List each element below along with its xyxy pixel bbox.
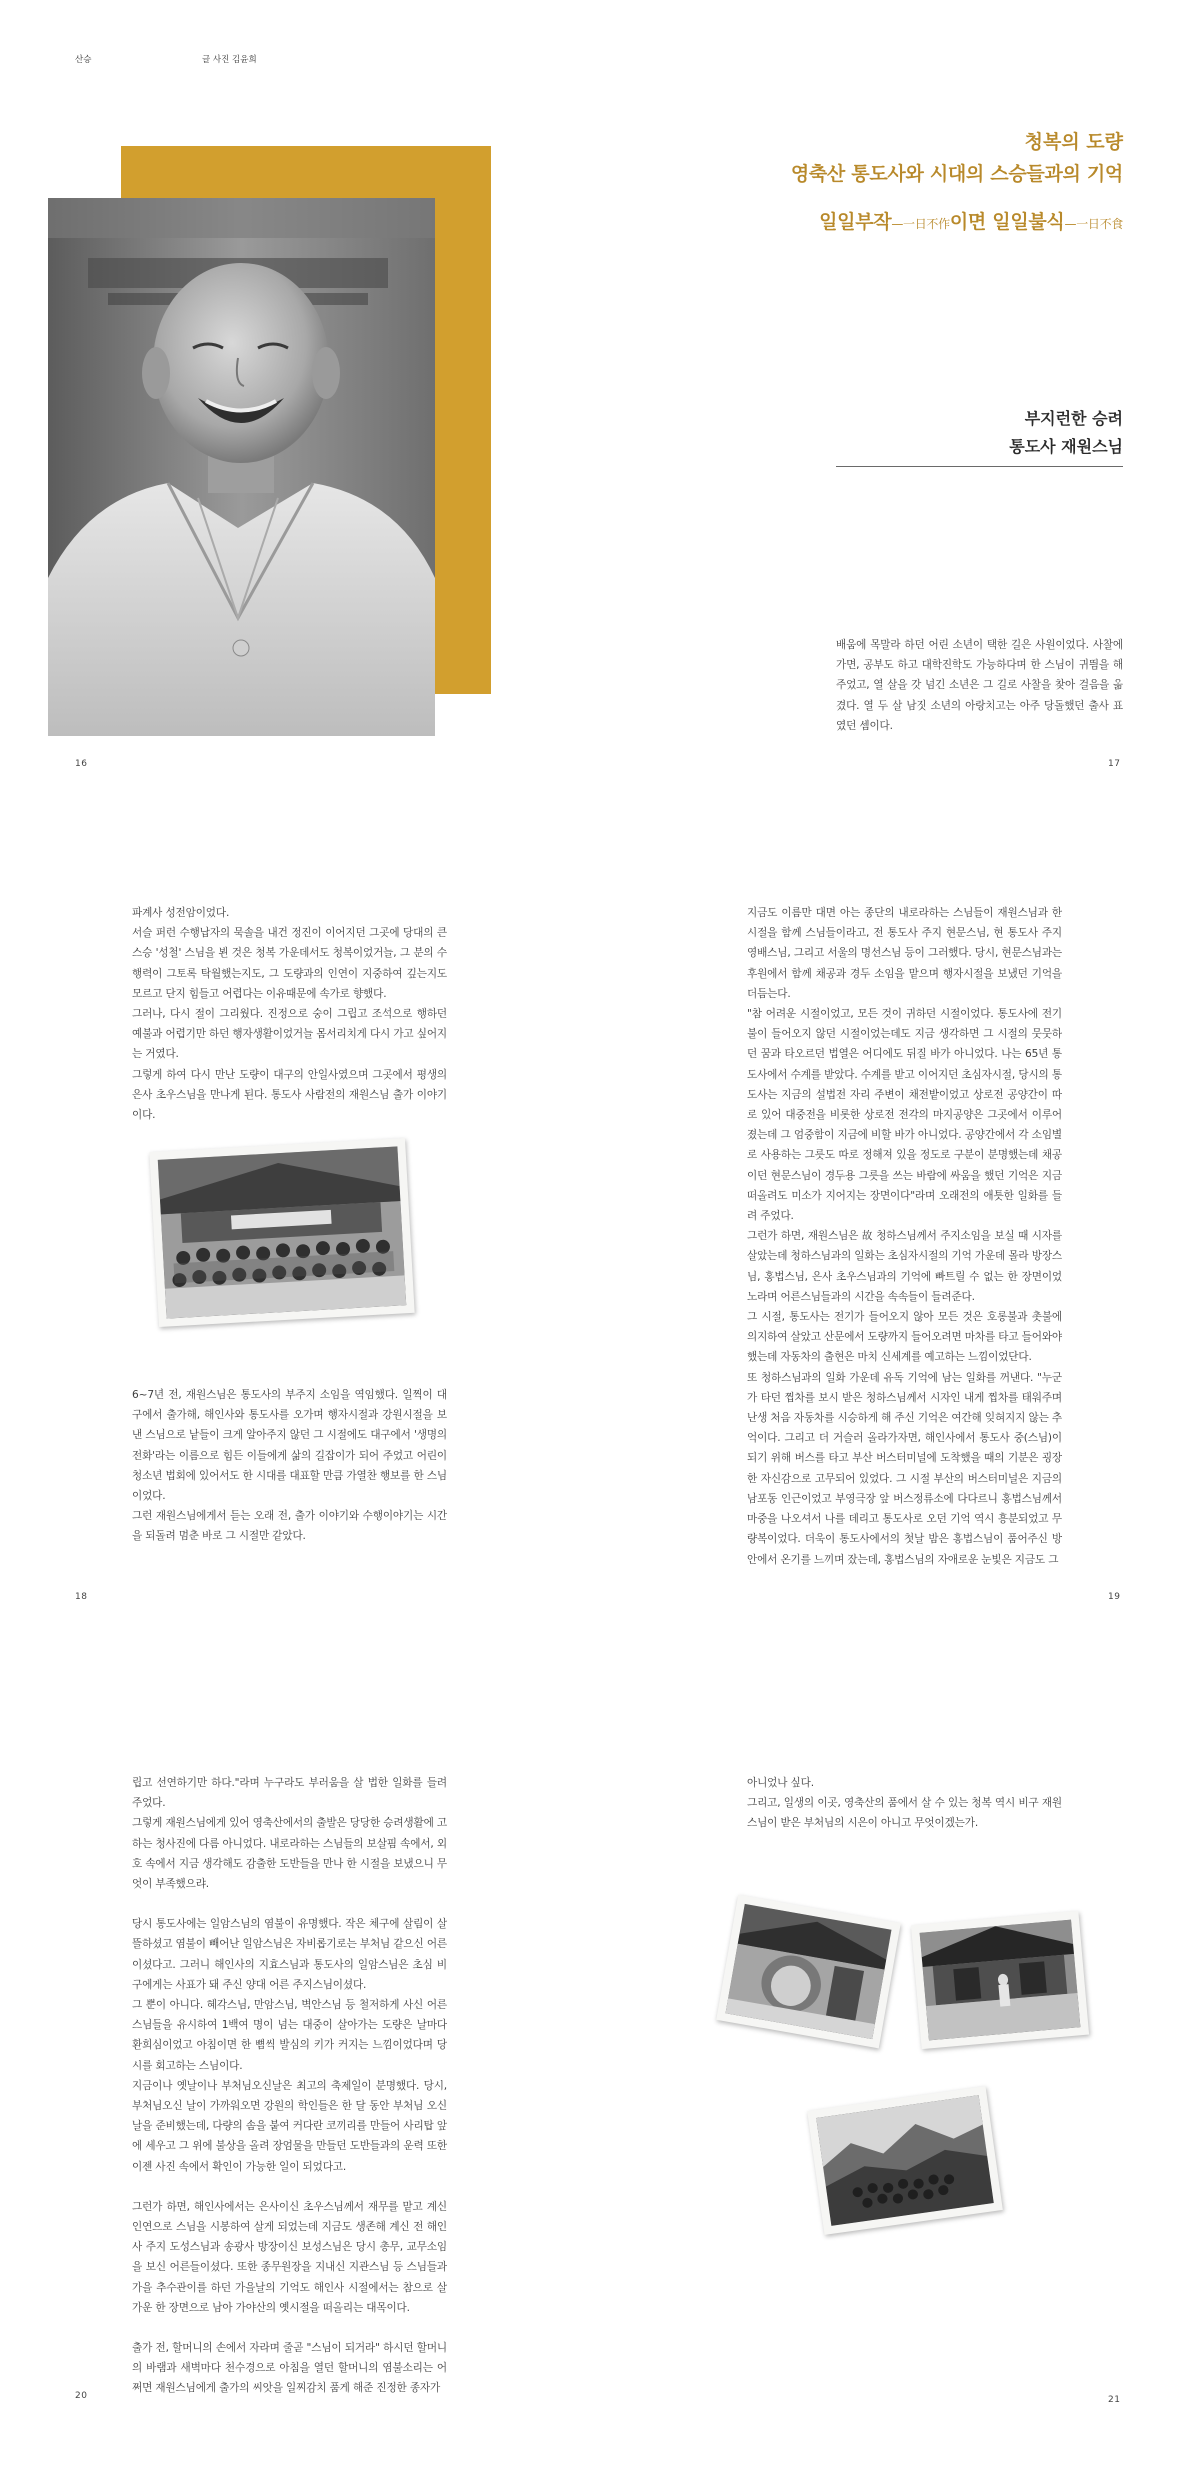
subhead-divider [836, 466, 1123, 467]
monk-photo [911, 1911, 1089, 2049]
paragraph: 그 시절, 통도사는 전기가 들어오지 않아 모든 것은 호롱불과 촛불에 의지하여 살았고 산문에서 도량까지 들어오려면 마차를 타고 들어와야 했는데 자동차의 출현은 마치 신세계를 예고하는 느낌이었단다. [747, 1311, 1062, 1364]
title-line-2: 영축산 통도사와 시대의 스승들과의 기억 [790, 163, 1123, 185]
title-line-3: 일일부작—一日不作이면 일일불식—一日不食 [819, 211, 1123, 233]
paragraph: 립고 선연하기만 하다."라며 누구라도 부러움을 살 법한 일화를 들려주었다. [132, 1777, 447, 1810]
portrait-photo [48, 198, 435, 736]
group-photo [149, 1138, 414, 1327]
paragraph: 지금이나 옛날이나 부처님오신날은 최고의 축제일이 분명했다. 당시, 부처님오신 날이 가까워오면 강원의 학인들은 한 달 동안 부처님 오신날을 준비했는데, 다량의 솜을 붙여 커다란 코끼리를 만들어 사리탑 앞에 세우고 그 위에 불상을 올려 장엄물을 만들던 도반들과의 운력 또한 이젠 사진 속에서 확인이 가능한 일이 되었다고. [132, 2079, 447, 2173]
page-number-19: 19 [1108, 1592, 1121, 1602]
paragraph: 서슬 퍼런 수행납자의 묵솔을 내건 정진이 이어지던 그곳에 당대의 큰 스승 '성철' 스님을 뵌 것은 청복 가운데서도 청복이었거늘, 그 분의 수행력이 그토록 탁월했는지도, 그 도량과의 인연이 지중하여 깊는지도 모르고 단지 힘들고 어렵다는 이유때문에 속가로 향했다. [132, 927, 447, 1000]
running-header-credit: 글 사진 김윤희 [202, 55, 257, 65]
paragraph: 당시 통도사에는 일암스님의 염불이 유명했다. 작은 체구에 살림이 살뜰하셨고 염불이 빼어난 일암스님은 자비롭기로는 부처님 같으신 어른이셨다고. 그러니 해인사의 지효스님과 통도사의 일암스님은 초심 비구에게는 사표가 돼 주신 양대 어른 주지스님이셨다. [132, 1918, 447, 1991]
spread-pages-20-21 [0, 1633, 1200, 2466]
page-number-16: 16 [75, 759, 88, 769]
subhead-line-2: 통도사 재원스님 [1009, 437, 1123, 456]
running-header-section: 산승 [75, 55, 92, 65]
page21-body-text [747, 1773, 1062, 1834]
page18-body-text-bottom [132, 1385, 447, 1547]
paragraph: 그렇게 재원스님에게 있어 영축산에서의 출발은 당당한 승려생활에 고하는 청사진에 다름 아니었다. 내로라하는 스님들의 보살핌 속에서, 외호 속에서 지금 생각해도 감출한 도반들을 만나 한 시절을 보냈으니 무엇이 부족했으랴. [132, 1817, 447, 1891]
paragraph: "참 어려운 시절이었고, 모든 것이 귀하던 시절이었다. 통도사에 전기불이 들어오지 않던 시절이었는데도 지금 생각하면 그 시절의 뭇뭇하던 꿈과 타오르던 법열은 어디에도 뒤질 바가 아니었다. 나는 65년 통도사에서 수계를 받았다. 수계를 받고 이어지던 초심자시절, 당시의 통도사는 지금의 설법전 자리 주변이 채전밭이었고 상로전 공양간이 따로 있어 대중전을 비롯한 상로전 전각의 마지공양은 그곳에서 이루어졌는데 그 엄중함이 지금에 비할 바가 아니었다. 공양간에서 각 소임별로 사용하는 그릇도 따로 정해져 있을 정도로 구분이 분명했는데 채공이던 현문스님이 경두용 그릇을 쓰는 바람에 싸움을 했던 기억은 지금 떠올려도 미소가 지어지는 장면이다"라며 오래전의 애틋한 일화를 들려 주었다. [747, 1008, 1062, 1223]
page17-body-text [836, 635, 1123, 736]
page-number-17: 17 [1108, 759, 1121, 769]
paragraph: 배움에 목말라 하던 어린 소년이 택한 길은 사원이었다. 사찰에 가면, 공부도 하고 대학진학도 가능하다며 한 스님이 귀띔을 해 주었고, 열 살을 갓 넘긴 소년은 그 길로 사찰을 찾아 걸음을 옮겼다. 열 두 살 남짓 소년의 아랑치고는 아주 당돌했던 출사 표였던 셈이다. [836, 639, 1123, 732]
title-line-1: 청복의 도량 [1024, 131, 1123, 153]
paragraph: 그렇게 하여 다시 만난 도량이 대구의 안일사였으며 그곳에서 평생의 은사 초우스님을 만나게 된다. 통도사 사람전의 재원스님 출가 이야기 이다. [132, 1068, 447, 1122]
page18-body-text-top [132, 903, 447, 1125]
paragraph: 출가 전, 할머니의 손에서 자라며 줄곧 "스님이 되거라" 하시던 할머니의 바램과 새벽마다 천수경으로 아침을 열던 할머니의 염불소리는 어쩌면 재원스님에게 출가의 씨앗을 일찌감치 품게 해준 진정한 종자가 [132, 2342, 447, 2395]
page20-body-text [132, 1773, 447, 2399]
paragraph: 그 뿐이 아니다. 혜각스님, 만암스님, 벽안스님 등 철저하게 사신 어른스님들을 유시하여 1백여 명이 넘는 대중이 살아가는 도량은 날마다 환희심이었고 아침이면 한 뼘씩 발심의 키가 커지는 느낌이었다며 당시를 회고하는 스님이다. [132, 1999, 447, 2072]
page-number-20: 20 [75, 2391, 88, 2401]
article-title [791, 126, 1123, 239]
title-line-3-hanja-2: 一日不食 [1076, 217, 1123, 231]
section-subhead [1009, 405, 1123, 461]
paragraph: 지금도 이름만 대면 아는 종단의 내로라하는 스님들이 재원스님과 한 시절을 함께 스님들이라고, 전 통도사 주지 현문스님, 현 통도사 주지 영배스님, 그리고 서울의 명선스님 등이 그러했다. 당시, 현문스님과는 후원에서 함께 채공과 경두 소임을 맡으며 행자시절을 보냈던 기억을 더듬는다. [747, 907, 1062, 1000]
paragraph: 6~7년 전, 재원스님은 통도사의 부주지 소임을 역임했다. 일찍이 대구에서 출가해, 해인사와 통도사를 오가며 행자시절과 강원시절을 보낸 스님으로 낱들이 크게 알아주지 않던 그 시절에도 대구에서 '생명의 전화'라는 이름으로 힘든 이들에게 삶의 길잡이가 되어 주었고 어린이 청소년 법회에 있어서도 한 시대를 대표할 만큼 가열찬 행보를 한 스님이었다. [132, 1389, 447, 1503]
title-line-3-part-1: 일일부작 [819, 211, 892, 233]
spread-pages-18-19 [0, 800, 1200, 1633]
paragraph: 그러나, 다시 절이 그리웠다. 진정으로 숭이 그립고 조석으로 행하던 예불과 어렵기만 하던 행자생활이었거늘 몸서리치게 다시 가고 싶어지는 거였다. [132, 1008, 447, 1061]
paragraph: 또 청하스님과의 일화 가운데 유독 기억에 남는 일화를 꺼낸다. "누군가 타던 찝차를 보시 받은 청하스님께서 시자인 내게 찝차를 태워주며 난생 처음 자동차를 시승하게 해 주신 기억은 여간해 잊혀지지 않는 추억이다. 그리고 더 거슬러 올라가자면, 해인사에서 통도사 중(스님)이 되기 위해 버스를 타고 부산 버스터미널에 도착했을 때의 기분은 굉장한 자신감으로 고무되어 있었다. 그 시절 부산의 버스터미널은 지금의 남포동 인근이었고 부영극장 앞 버스정류소에 다다르니 홍법스님께서 마중을 나오셔서 나를 데리고 통도사로 오던 기억 역시 흥분되었고 무량복이었다. 더욱이 통도사에서의 첫날 밤은 홍법스님이 품어주신 방안에서 온기를 느끼며 잤는데, 홍법스님의 자애로운 눈빛은 지금도 그 [747, 1371, 1062, 1566]
temple-photo [716, 1895, 901, 2049]
subhead-line-1: 부지런한 승려 [1024, 409, 1123, 428]
landscape-photo [807, 2086, 1003, 2235]
paragraph: 파계사 성전암이었다. [132, 907, 230, 919]
page-number-21: 21 [1108, 2395, 1121, 2405]
spread-pages-16-17 [0, 0, 1200, 800]
page19-body-text [747, 903, 1062, 1570]
paragraph: 그리고, 일생의 이곳, 영축산의 품에서 살 수 있는 청복 역시 비구 재원스님이 받은 부처님의 시은이 아니고 무엇이겠는가. [747, 1797, 1062, 1830]
paragraph: 그런가 하면, 해인사에서는 은사이신 초우스님께서 재무를 맡고 계신 인연으로 스님을 시봉하여 살게 되었는데 지금도 생존해 계신 전 해인사 주지 도성스님과 송광사 방장이신 보성스님은 당시 총무, 교무소임을 보신 어른들이셨다. 또한 종무원장을 지내신 지관스님 등 스님들과 가을 추수관이를 하던 가을날의 기억도 해인사 시절에서는 참으로 살가운 한 장면으로 남아 가야산의 옛시절을 떠올리는 대목이다. [132, 2200, 447, 2314]
title-line-3-hanja-1: 一日不作 [903, 217, 950, 231]
paragraph: 그런 재원스님에게서 듣는 오래 전, 출가 이야기와 수행이야기는 시간을 되돌려 멈춘 바로 그 시절만 같았다. [132, 1510, 447, 1543]
title-line-3-part-2: 이면 일일불식 [949, 211, 1065, 233]
paragraph: 아니었나 싶다. [747, 1777, 814, 1789]
paragraph: 그런가 하면, 재원스님은 故 청하스님께서 주지소임을 보실 때 시자를 살았는데 청하스님과의 일화는 초심자시절의 기억 가운데 몰라 방장스님, 홍법스님, 은사 초우스님과의 기억에 빠트릴 수 없는 한 장면이었노라며 어른스님들과의 시간을 속속들이 들려준다. [747, 1230, 1062, 1303]
page-number-18: 18 [75, 1592, 88, 1602]
